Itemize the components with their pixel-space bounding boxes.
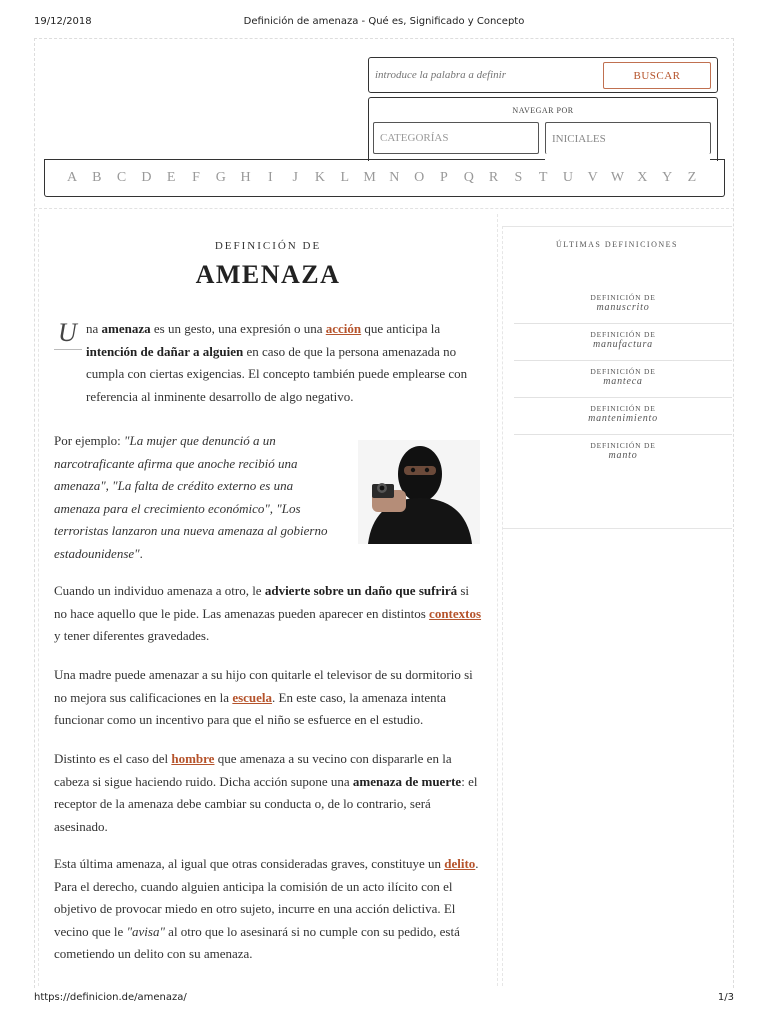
letter-x[interactable]: X [637,170,648,185]
header-separator [34,208,734,209]
paragraph-2 [54,430,334,565]
letter-f[interactable]: F [192,170,200,185]
letter-t[interactable]: T [538,170,548,185]
example-quotes: "La mujer que denunció a un narcotraficante afirma que anoche recibió una amenaza", "La falta de crédito externo es una amenaza para el crecimiento económico", "Los terroristas lanzaron una nueva amenaza al gobierno estadounidense" [54,433,328,561]
text: . Para el derecho, cuando alguien anticipa la comisión de un acto ilícito con el objetivo de provocar miedo en otro sujeto, incurre en una acción delictiva. El vecino que le [54,856,479,939]
latest-definition-item[interactable] [514,287,732,324]
link-hombre[interactable]: hombre [171,751,215,766]
bold-term: advierte sobre un daño que sufrirá [264,583,458,598]
print-date: 19/12/2018 [34,16,92,27]
tab-iniciales[interactable]: INICIALES [545,122,711,154]
definition-prefix: DEFINICIÓN DE [590,404,656,413]
sidebar-divider [502,528,732,529]
link-contextos[interactable]: contextos [429,605,482,621]
bold-term: intención de dañar a alguien [86,343,244,359]
definition-prefix: DEFINICIÓN DE [590,367,656,376]
text: . En este caso, la amenaza intenta funcionar como un incentivo para que el niño se esfuerce en el estudio. [54,689,447,727]
definition-word[interactable]: manufactura [593,339,653,350]
paragraph-5 [54,748,484,838]
text: Por ejemplo: [54,433,125,448]
letter-o[interactable]: O [414,170,425,185]
dropcap: U [58,318,77,347]
alphabet-letters [62,170,702,190]
link-accion[interactable]: acción [325,321,362,336]
text: y tener diferentes gravedades. [54,628,210,643]
alphabet-bar-border-right [710,159,725,160]
letter-y[interactable]: Y [662,170,673,185]
definition-prefix: DEFINICIÓN DE [590,441,656,450]
link-delito[interactable]: delito [444,856,476,871]
text: na [86,321,102,336]
letter-k[interactable]: K [314,170,326,185]
letter-h[interactable]: H [240,170,251,185]
print-title: Definición de amenaza - Qué es, Significado y Concepto [243,16,525,27]
letter-g[interactable]: G [215,170,226,185]
definition-word[interactable]: manuscrito [596,302,650,313]
latest-definition-item[interactable] [514,361,732,398]
definition-word[interactable]: manteca [603,376,643,387]
text: que anticipa la [361,321,441,336]
letter-e[interactable]: E [166,170,176,185]
print-header [0,16,768,32]
print-url: https://definicion.de/amenaza/ [34,992,187,1003]
print-page-count: 1/3 [717,992,734,1003]
letter-z[interactable]: Z [687,170,697,185]
page-title: AMENAZA [195,260,341,289]
alphabet-bar-border [44,159,545,160]
bold-term: amenaza de muerte [352,773,462,789]
latest-definition-item[interactable] [514,435,732,472]
letter-a[interactable]: A [66,170,78,185]
link-escuela[interactable]: escuela [232,689,273,705]
letter-n[interactable]: N [389,170,400,185]
masked-gunman-icon [358,440,480,544]
letter-q[interactable]: Q [463,170,474,185]
quoted-word: "avisa" [126,923,165,939]
letter-j[interactable]: J [292,170,298,185]
bold-term: amenaza [101,321,151,336]
text: Cuando un individuo amenaza a otro, le [54,583,265,598]
search-box [368,57,718,93]
letter-l[interactable]: L [340,170,350,185]
letter-w[interactable]: W [610,170,625,185]
letter-r[interactable]: R [488,170,499,185]
text: . [139,545,143,561]
sidebar-title: ÚLTIMAS DEFINICIONES [556,240,678,249]
text: en caso de que la persona amenazada no cumpla con ciertas exigencias. El concepto también puede emplearse con referencia al inminente desarrollo de algo negativo. [86,343,468,404]
paragraph-6 [54,853,484,966]
text: es un gesto, una expresión o una [150,321,326,336]
nav-label: NAVEGAR POR [512,106,574,115]
print-footer [0,992,768,1008]
article-kicker: DEFINICIÓN DE [214,240,322,252]
search-input[interactable] [375,65,595,85]
letter-p[interactable]: P [440,170,448,185]
paragraph-4 [54,664,484,732]
letter-s[interactable]: S [514,170,523,185]
text: Esta última amenaza, al igual que otras consideradas graves, constituye un [54,856,445,871]
paragraph-3 [54,580,484,648]
letter-m[interactable]: M [363,170,376,185]
text: Una madre puede amenazar a su hijo con quitarle el televisor de su dormitorio si no mejora sus calificaciones en la [54,667,473,705]
text: al otro que lo asesinará si no cumple con su pedido, está cometiendo un delito con su amenaza. [54,923,460,961]
text: : el receptor de la amenaza debe cambiar su conducta o, de lo contrario, será asesinado. [54,773,478,834]
search-button[interactable]: BUSCAR [603,62,711,89]
navigation-box [368,97,718,161]
latest-definitions-list [514,287,732,472]
text: Distinto es el caso del [54,751,172,766]
masked-gunman-photo [358,440,480,544]
latest-definition-item[interactable] [514,398,732,435]
letter-u[interactable]: U [562,170,573,185]
letter-b[interactable]: B [92,170,102,185]
letter-i[interactable]: I [268,170,273,185]
letter-c[interactable]: C [116,170,127,185]
letter-d[interactable]: D [141,170,152,185]
definition-word[interactable]: manto [608,450,638,461]
definition-prefix: DEFINICIÓN DE [590,330,656,339]
latest-definition-item[interactable] [514,324,732,361]
definition-word[interactable]: mantenimiento [588,413,658,424]
text: que amenaza a su vecino con dispararle en la cabeza si sigue haciendo ruido. Dicha acción supone una [54,751,452,789]
letter-v[interactable]: V [587,170,598,185]
definition-prefix: DEFINICIÓN DE [590,293,656,302]
text: si no hace aquello que le pide. Las amenazas pueden aparecer en distintos [54,583,470,621]
tab-categorias[interactable]: CATEGORÍAS [373,122,539,154]
paragraph-1 [54,318,484,408]
